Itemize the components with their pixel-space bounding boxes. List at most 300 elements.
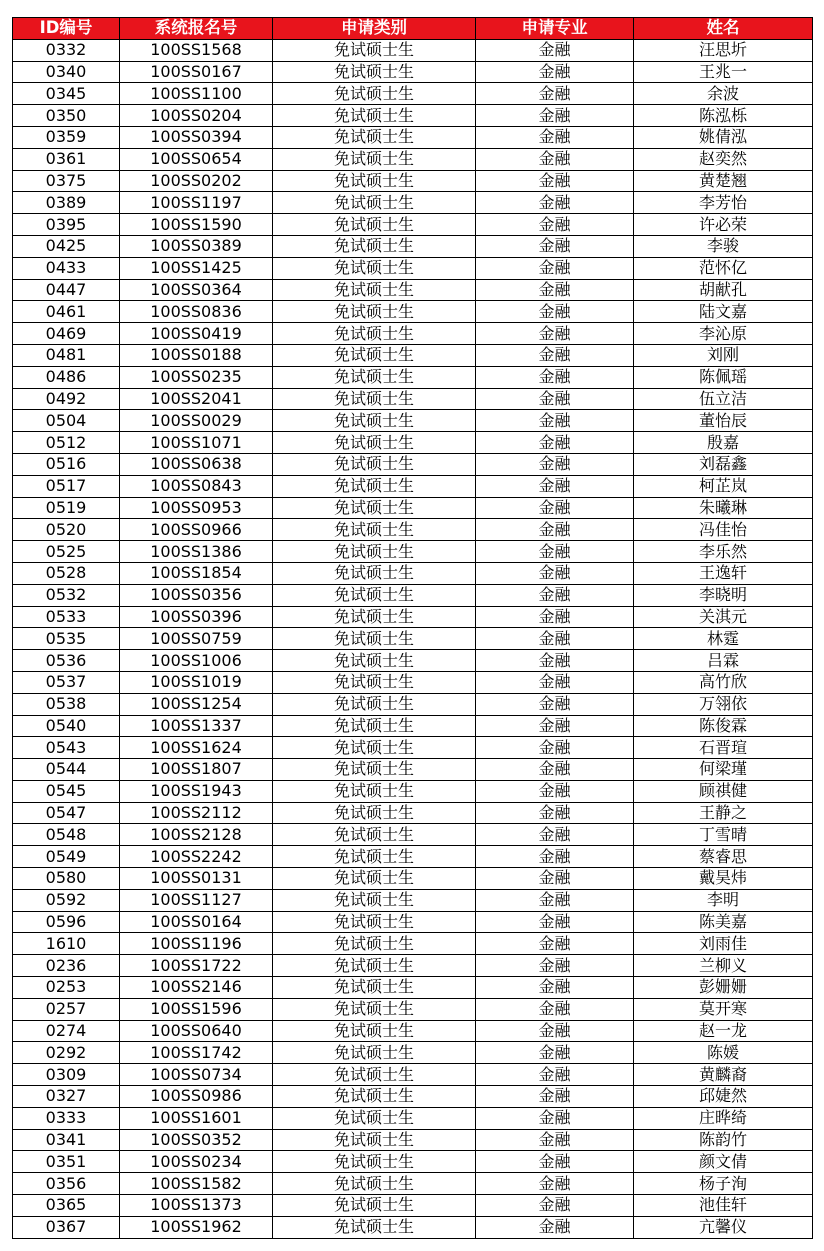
cell-id: 0389 (13, 192, 120, 214)
cell-major: 金融 (476, 61, 634, 83)
cell-major: 金融 (476, 802, 634, 824)
cell-name: 顾祺健 (634, 780, 813, 802)
cell-name: 李沁原 (634, 323, 813, 345)
cell-registration-number: 100SS0234 (120, 1151, 273, 1173)
cell-name: 庄晔绮 (634, 1107, 813, 1129)
cell-id: 0486 (13, 366, 120, 388)
cell-registration-number: 100SS1624 (120, 737, 273, 759)
table-row (13, 977, 813, 999)
cell-application-type: 免试硕士生 (273, 759, 476, 781)
cell-application-type: 免试硕士生 (273, 235, 476, 257)
cell-id: 0535 (13, 628, 120, 650)
cell-application-type: 免试硕士生 (273, 584, 476, 606)
cell-major: 金融 (476, 475, 634, 497)
cell-major: 金融 (476, 911, 634, 933)
cell-name: 蔡睿思 (634, 846, 813, 868)
cell-id: 0504 (13, 410, 120, 432)
cell-id: 0492 (13, 388, 120, 410)
cell-registration-number: 100SS1196 (120, 933, 273, 955)
table-row (13, 279, 813, 301)
table-row (13, 1064, 813, 1086)
cell-application-type: 免试硕士生 (273, 214, 476, 236)
cell-name: 彭姗姗 (634, 977, 813, 999)
table-row (13, 562, 813, 584)
cell-major: 金融 (476, 1107, 634, 1129)
cell-id: 0549 (13, 846, 120, 868)
table-row (13, 475, 813, 497)
table-row (13, 693, 813, 715)
cell-major: 金融 (476, 388, 634, 410)
cell-name: 何梁瑾 (634, 759, 813, 781)
cell-name: 莫开寒 (634, 998, 813, 1020)
admission-table (12, 17, 813, 1239)
cell-application-type: 免试硕士生 (273, 780, 476, 802)
cell-registration-number: 100SS0966 (120, 519, 273, 541)
table-row (13, 1129, 813, 1151)
table-row (13, 1151, 813, 1173)
cell-major: 金融 (476, 519, 634, 541)
cell-id: 0544 (13, 759, 120, 781)
cell-registration-number: 100SS1742 (120, 1042, 273, 1064)
cell-name: 黄楚翘 (634, 170, 813, 192)
cell-registration-number: 100SS1568 (120, 39, 273, 61)
cell-name: 李明 (634, 889, 813, 911)
table-row (13, 214, 813, 236)
cell-registration-number: 100SS0204 (120, 105, 273, 127)
cell-major: 金融 (476, 606, 634, 628)
cell-major: 金融 (476, 628, 634, 650)
cell-registration-number: 100SS1019 (120, 671, 273, 693)
cell-id: 0345 (13, 83, 120, 105)
table-row (13, 1195, 813, 1217)
table-row (13, 301, 813, 323)
cell-registration-number: 100SS0986 (120, 1086, 273, 1108)
cell-major: 金融 (476, 1151, 634, 1173)
cell-name: 董怡辰 (634, 410, 813, 432)
cell-major: 金融 (476, 279, 634, 301)
cell-application-type: 免试硕士生 (273, 410, 476, 432)
cell-major: 金融 (476, 214, 634, 236)
header-application-type: 申请类别 (273, 18, 476, 40)
cell-registration-number: 100SS0352 (120, 1129, 273, 1151)
cell-application-type: 免试硕士生 (273, 824, 476, 846)
table-row (13, 323, 813, 345)
cell-name: 颜文倩 (634, 1151, 813, 1173)
cell-id: 0532 (13, 584, 120, 606)
cell-registration-number: 100SS0419 (120, 323, 273, 345)
cell-id: 0538 (13, 693, 120, 715)
table-row (13, 1042, 813, 1064)
cell-application-type: 免试硕士生 (273, 497, 476, 519)
cell-application-type: 免试硕士生 (273, 715, 476, 737)
table-row (13, 257, 813, 279)
cell-name: 汪思圻 (634, 39, 813, 61)
cell-application-type: 免试硕士生 (273, 126, 476, 148)
cell-registration-number: 100SS0734 (120, 1064, 273, 1086)
cell-name: 石晋瑄 (634, 737, 813, 759)
cell-name: 陈韵竹 (634, 1129, 813, 1151)
cell-name: 王兆一 (634, 61, 813, 83)
table-row (13, 911, 813, 933)
cell-major: 金融 (476, 933, 634, 955)
table-row (13, 83, 813, 105)
cell-application-type: 免试硕士生 (273, 453, 476, 475)
cell-name: 李骏 (634, 235, 813, 257)
header-id: ID编号 (13, 18, 120, 40)
cell-major: 金融 (476, 780, 634, 802)
table-row (13, 519, 813, 541)
cell-major: 金融 (476, 759, 634, 781)
table-row (13, 802, 813, 824)
cell-id: 0359 (13, 126, 120, 148)
cell-id: 0536 (13, 650, 120, 672)
cell-registration-number: 100SS0394 (120, 126, 273, 148)
cell-name: 陈佩瑶 (634, 366, 813, 388)
cell-application-type: 免试硕士生 (273, 606, 476, 628)
cell-name: 余波 (634, 83, 813, 105)
cell-major: 金融 (476, 301, 634, 323)
cell-id: 0292 (13, 1042, 120, 1064)
cell-registration-number: 100SS1254 (120, 693, 273, 715)
cell-registration-number: 100SS0202 (120, 170, 273, 192)
cell-application-type: 免试硕士生 (273, 846, 476, 868)
cell-id: 0340 (13, 61, 120, 83)
cell-major: 金融 (476, 1173, 634, 1195)
cell-name: 丁雪晴 (634, 824, 813, 846)
table-row (13, 235, 813, 257)
cell-registration-number: 100SS1071 (120, 432, 273, 454)
cell-major: 金融 (476, 453, 634, 475)
cell-id: 0447 (13, 279, 120, 301)
cell-application-type: 免试硕士生 (273, 868, 476, 890)
cell-registration-number: 100SS1386 (120, 541, 273, 563)
cell-application-type: 免试硕士生 (273, 344, 476, 366)
cell-id: 0516 (13, 453, 120, 475)
cell-application-type: 免试硕士生 (273, 301, 476, 323)
cell-registration-number: 100SS0640 (120, 1020, 273, 1042)
cell-major: 金融 (476, 541, 634, 563)
cell-application-type: 免试硕士生 (273, 39, 476, 61)
cell-name: 殷嘉 (634, 432, 813, 454)
cell-name: 刘刚 (634, 344, 813, 366)
cell-registration-number: 100SS0759 (120, 628, 273, 650)
cell-major: 金融 (476, 1086, 634, 1108)
cell-name: 冯佳怡 (634, 519, 813, 541)
cell-name: 刘磊鑫 (634, 453, 813, 475)
cell-id: 0481 (13, 344, 120, 366)
table-row (13, 61, 813, 83)
cell-id: 0517 (13, 475, 120, 497)
cell-application-type: 免试硕士生 (273, 366, 476, 388)
cell-application-type: 免试硕士生 (273, 955, 476, 977)
cell-registration-number: 100SS2146 (120, 977, 273, 999)
table-row (13, 192, 813, 214)
cell-registration-number: 100SS0389 (120, 235, 273, 257)
table-row (13, 933, 813, 955)
cell-application-type: 免试硕士生 (273, 802, 476, 824)
table-row (13, 868, 813, 890)
table-row (13, 759, 813, 781)
cell-major: 金融 (476, 650, 634, 672)
cell-name: 许必荣 (634, 214, 813, 236)
cell-name: 胡献孔 (634, 279, 813, 301)
cell-application-type: 免试硕士生 (273, 650, 476, 672)
cell-application-type: 免试硕士生 (273, 1151, 476, 1173)
cell-application-type: 免试硕士生 (273, 61, 476, 83)
table-row (13, 497, 813, 519)
cell-name: 王静之 (634, 802, 813, 824)
cell-application-type: 免试硕士生 (273, 693, 476, 715)
table-row (13, 1020, 813, 1042)
cell-application-type: 免试硕士生 (273, 1216, 476, 1238)
cell-application-type: 免试硕士生 (273, 279, 476, 301)
cell-application-type: 免试硕士生 (273, 1107, 476, 1129)
cell-major: 金融 (476, 410, 634, 432)
cell-application-type: 免试硕士生 (273, 541, 476, 563)
table-row (13, 737, 813, 759)
cell-registration-number: 100SS0953 (120, 497, 273, 519)
cell-id: 0540 (13, 715, 120, 737)
cell-name: 李乐然 (634, 541, 813, 563)
cell-registration-number: 100SS0836 (120, 301, 273, 323)
cell-application-type: 免试硕士生 (273, 1195, 476, 1217)
cell-major: 金融 (476, 1042, 634, 1064)
table-row (13, 780, 813, 802)
cell-registration-number: 100SS1722 (120, 955, 273, 977)
cell-id: 1610 (13, 933, 120, 955)
cell-application-type: 免试硕士生 (273, 192, 476, 214)
cell-name: 兰柳义 (634, 955, 813, 977)
table-row (13, 410, 813, 432)
table-row (13, 170, 813, 192)
header-row (13, 18, 813, 40)
table-row (13, 366, 813, 388)
cell-id: 0512 (13, 432, 120, 454)
table-row (13, 105, 813, 127)
cell-registration-number: 100SS1373 (120, 1195, 273, 1217)
cell-application-type: 免试硕士生 (273, 889, 476, 911)
cell-name: 陈美嘉 (634, 911, 813, 933)
cell-major: 金融 (476, 1216, 634, 1238)
cell-id: 0332 (13, 39, 120, 61)
cell-application-type: 免试硕士生 (273, 519, 476, 541)
cell-registration-number: 100SS2041 (120, 388, 273, 410)
cell-registration-number: 100SS0356 (120, 584, 273, 606)
cell-id: 0350 (13, 105, 120, 127)
cell-registration-number: 100SS0029 (120, 410, 273, 432)
cell-id: 0433 (13, 257, 120, 279)
cell-name: 朱曦琳 (634, 497, 813, 519)
table-row (13, 955, 813, 977)
cell-application-type: 免试硕士生 (273, 323, 476, 345)
header-registration-number: 系统报名号 (120, 18, 273, 40)
cell-id: 0528 (13, 562, 120, 584)
cell-id: 0356 (13, 1173, 120, 1195)
cell-name: 戴昊炜 (634, 868, 813, 890)
cell-major: 金融 (476, 889, 634, 911)
cell-application-type: 免试硕士生 (273, 671, 476, 693)
cell-major: 金融 (476, 126, 634, 148)
cell-registration-number: 100SS2112 (120, 802, 273, 824)
cell-id: 0341 (13, 1129, 120, 1151)
cell-application-type: 免试硕士生 (273, 977, 476, 999)
cell-registration-number: 100SS1337 (120, 715, 273, 737)
cell-name: 陈俊霖 (634, 715, 813, 737)
cell-id: 0425 (13, 235, 120, 257)
cell-id: 0461 (13, 301, 120, 323)
cell-application-type: 免试硕士生 (273, 911, 476, 933)
header-major: 申请专业 (476, 18, 634, 40)
cell-id: 0309 (13, 1064, 120, 1086)
table-row (13, 846, 813, 868)
cell-application-type: 免试硕士生 (273, 998, 476, 1020)
table-row (13, 628, 813, 650)
cell-id: 0351 (13, 1151, 120, 1173)
cell-id: 0253 (13, 977, 120, 999)
cell-name: 林霆 (634, 628, 813, 650)
cell-name: 陈媛 (634, 1042, 813, 1064)
cell-registration-number: 100SS1854 (120, 562, 273, 584)
cell-registration-number: 100SS2128 (120, 824, 273, 846)
cell-id: 0236 (13, 955, 120, 977)
table-row (13, 541, 813, 563)
table-row (13, 126, 813, 148)
cell-id: 0365 (13, 1195, 120, 1217)
cell-name: 柯芷岚 (634, 475, 813, 497)
cell-registration-number: 100SS0654 (120, 148, 273, 170)
cell-id: 0333 (13, 1107, 120, 1129)
cell-registration-number: 100SS1601 (120, 1107, 273, 1129)
cell-name: 高竹欣 (634, 671, 813, 693)
cell-registration-number: 100SS1006 (120, 650, 273, 672)
cell-major: 金融 (476, 105, 634, 127)
cell-major: 金融 (476, 584, 634, 606)
cell-registration-number: 100SS1425 (120, 257, 273, 279)
cell-registration-number: 100SS0235 (120, 366, 273, 388)
cell-application-type: 免试硕士生 (273, 933, 476, 955)
cell-registration-number: 100SS1582 (120, 1173, 273, 1195)
cell-major: 金融 (476, 344, 634, 366)
table-row (13, 148, 813, 170)
cell-id: 0580 (13, 868, 120, 890)
cell-id: 0548 (13, 824, 120, 846)
table-row (13, 889, 813, 911)
header-name: 姓名 (634, 18, 813, 40)
cell-id: 0596 (13, 911, 120, 933)
cell-name: 吕霖 (634, 650, 813, 672)
cell-id: 0543 (13, 737, 120, 759)
cell-application-type: 免试硕士生 (273, 1020, 476, 1042)
cell-registration-number: 100SS0131 (120, 868, 273, 890)
cell-name: 李芳怡 (634, 192, 813, 214)
cell-major: 金融 (476, 1020, 634, 1042)
table-row (13, 1173, 813, 1195)
cell-name: 伍立洁 (634, 388, 813, 410)
table-row (13, 584, 813, 606)
cell-registration-number: 100SS0188 (120, 344, 273, 366)
cell-id: 0525 (13, 541, 120, 563)
table-body (13, 39, 813, 1238)
cell-major: 金融 (476, 955, 634, 977)
cell-major: 金融 (476, 170, 634, 192)
cell-name: 姚倩泓 (634, 126, 813, 148)
cell-name: 黄麟裔 (634, 1064, 813, 1086)
cell-registration-number: 100SS0364 (120, 279, 273, 301)
cell-registration-number: 100SS0167 (120, 61, 273, 83)
cell-major: 金融 (476, 323, 634, 345)
cell-application-type: 免试硕士生 (273, 432, 476, 454)
cell-major: 金融 (476, 998, 634, 1020)
table-row (13, 998, 813, 1020)
cell-application-type: 免试硕士生 (273, 388, 476, 410)
cell-major: 金融 (476, 977, 634, 999)
cell-name: 万翎依 (634, 693, 813, 715)
cell-major: 金融 (476, 824, 634, 846)
table-row (13, 606, 813, 628)
cell-application-type: 免试硕士生 (273, 105, 476, 127)
cell-id: 0375 (13, 170, 120, 192)
cell-name: 亢馨仪 (634, 1216, 813, 1238)
cell-major: 金融 (476, 1129, 634, 1151)
table-row (13, 1216, 813, 1238)
cell-registration-number: 100SS1596 (120, 998, 273, 1020)
cell-id: 0395 (13, 214, 120, 236)
cell-registration-number: 100SS0638 (120, 453, 273, 475)
cell-name: 赵奕然 (634, 148, 813, 170)
cell-id: 0361 (13, 148, 120, 170)
cell-application-type: 免试硕士生 (273, 1173, 476, 1195)
cell-major: 金融 (476, 366, 634, 388)
cell-id: 0327 (13, 1086, 120, 1108)
cell-name: 李晓明 (634, 584, 813, 606)
cell-id: 0533 (13, 606, 120, 628)
cell-major: 金融 (476, 432, 634, 454)
table-row (13, 824, 813, 846)
table-row (13, 671, 813, 693)
cell-id: 0469 (13, 323, 120, 345)
cell-name: 关淇元 (634, 606, 813, 628)
cell-registration-number: 100SS1807 (120, 759, 273, 781)
cell-major: 金融 (476, 192, 634, 214)
cell-major: 金融 (476, 715, 634, 737)
cell-name: 王逸轩 (634, 562, 813, 584)
cell-application-type: 免试硕士生 (273, 1129, 476, 1151)
cell-name: 池佳轩 (634, 1195, 813, 1217)
cell-application-type: 免试硕士生 (273, 1042, 476, 1064)
cell-major: 金融 (476, 868, 634, 890)
cell-registration-number: 100SS1100 (120, 83, 273, 105)
cell-name: 范怀亿 (634, 257, 813, 279)
table-row (13, 39, 813, 61)
table-row (13, 715, 813, 737)
cell-id: 0274 (13, 1020, 120, 1042)
cell-major: 金融 (476, 737, 634, 759)
cell-application-type: 免试硕士生 (273, 83, 476, 105)
cell-name: 邱婕然 (634, 1086, 813, 1108)
cell-id: 0257 (13, 998, 120, 1020)
cell-registration-number: 100SS2242 (120, 846, 273, 868)
table-row (13, 453, 813, 475)
cell-registration-number: 100SS0396 (120, 606, 273, 628)
cell-name: 陆文嘉 (634, 301, 813, 323)
cell-major: 金融 (476, 257, 634, 279)
table-row (13, 650, 813, 672)
cell-id: 0519 (13, 497, 120, 519)
cell-name: 陈泓栎 (634, 105, 813, 127)
cell-application-type: 免试硕士生 (273, 1086, 476, 1108)
table-row (13, 1086, 813, 1108)
cell-application-type: 免试硕士生 (273, 148, 476, 170)
